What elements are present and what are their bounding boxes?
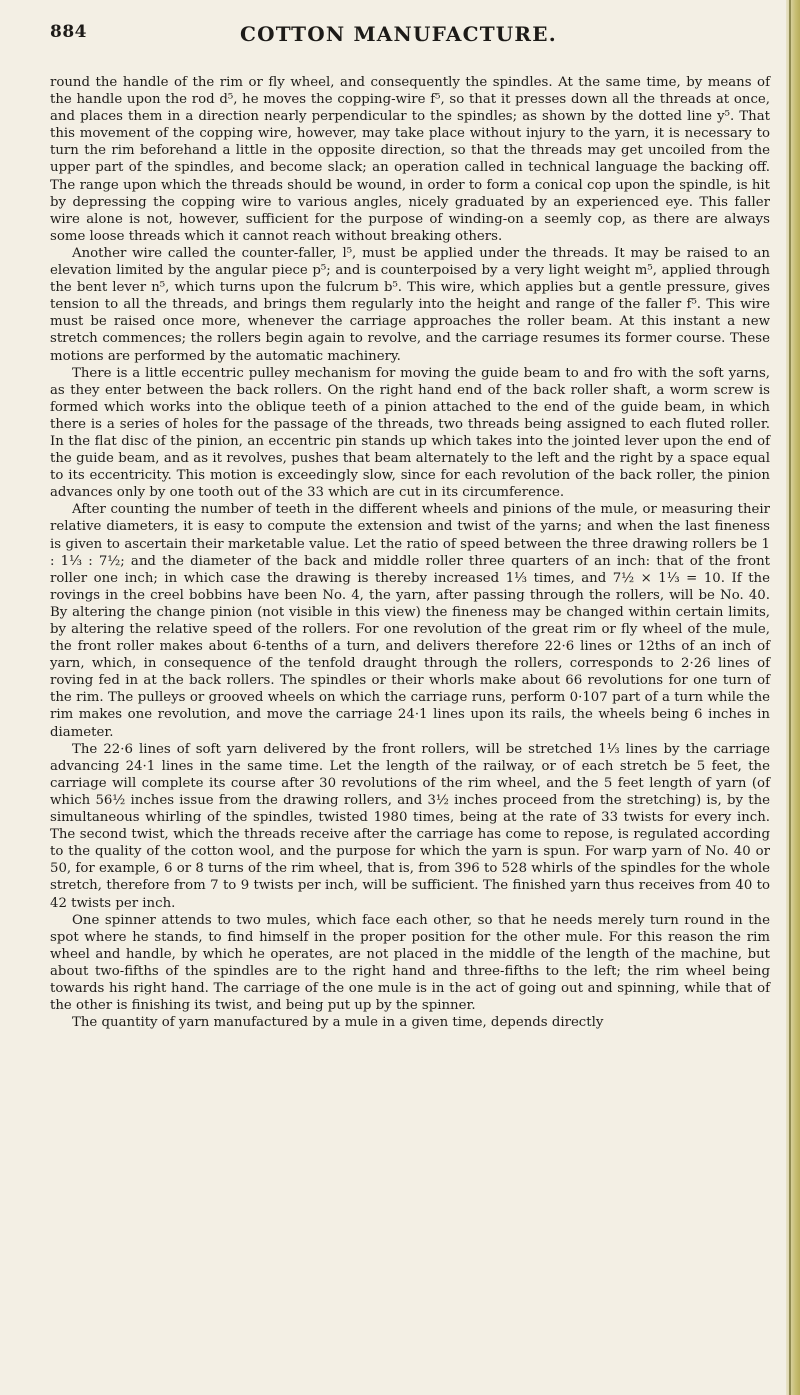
page-binding-edge [786, 0, 800, 1395]
paragraph: Another wire called the counter-faller, l⁵, must be applied under the threads. It may be raised to an elevation limited by the angular piece p⁵; and is counterpoised by a very light weight m⁵, applied through the bent lever n⁵, which turns upon the fulcrum b⁵. This wire, which applies but a gentle pressure, gives tension to all the threads, and brings them regularly into the height and range of the faller f⁵. This wire must be raised once more, whenever the carriage approaches the roller beam. At this instant a new stretch commences; the rollers begin again to revolve, and the carriage resumes its former course. These motions are performed by the automatic machinery. [50, 245, 770, 364]
running-title: COTTON MANUFACTURE. [240, 22, 557, 46]
paragraph: After counting the number of teeth in the different wheels and pinions of the mule, or measuring their relative diameters, it is easy to compute the extension and twist of the yarns; and when the last fineness is given to ascertain their marketable value. Let the ratio of speed between the three drawing rollers be 1 : 1⅓ : 7½; and the diameter of the back and middle roller three quarters of an inch: that of the front roller one inch; in which case the drawing is thereby increased 1⅓ times, and 7½ × 1⅓ = 10. If the rovings in the creel bobbins have been No. 4, the yarn, after passing through the rollers, will be No. 40. By altering the change pinion (not visible in this view) the fineness may be changed within certain limits, by altering the relative speed of the rollers. For one revolution of the great rim or fly wheel of the mule, the front roller makes about 6-tenths of a turn, and delivers therefore 22·6 lines or 12ths of an inch of yarn, which, in consequence of the tenfold draught through the rollers, corresponds to 2·26 lines of roving fed in at the back rollers. The spindles or their whorls make about 66 revolutions for one turn of the rim. The pulleys or grooved wheels on which the carriage runs, perform 0·107 part of a turn while the rim makes one revolution, and move the carriage 24·1 lines upon its rails, the wheels being 6 inches in diameter. [50, 502, 770, 740]
paragraph: The quantity of yarn manufactured by a mule in a given time, depends directly [72, 1015, 604, 1031]
book-page [50, 22, 770, 1031]
paragraph: There is a little eccentric pulley mechanism for moving the guide beam to and fro with the soft yarns, as they enter between the back rollers. On the right hand end of the back roller shaft, a worm screw is formed which works into the oblique teeth of a pinion attached to the end of the guide beam, in which there is a series of holes for the passage of the threads, two threads being assigned to each fluted roller. In the flat disc of the pinion, an eccentric pin stands up which takes into the jointed lever upon the end of the guide beam, and as it revolves, pushes that beam alternately to the left and the right by a space equal to its eccentricity. This motion is exceedingly slow, since for each revolution of the back roller, the pinion advances only by one tooth out of the 33 which are cut in its circumference. [50, 365, 770, 501]
binding-rule [789, 0, 791, 1395]
body-text [50, 74, 770, 1031]
paragraph: The 22·6 lines of soft yarn delivered by the front rollers, will be stretched 1⅓ lines by the carriage advancing 24·1 lines in the same time. Let the length of the railway, or of each stretch be 5 feet, the carriage will complete its course after 30 revolutions of the rim wheel, and the 5 feet length of yarn (of which 56½ inches issue from the drawing rollers, and 3½ inches proceed from the stretching) is, by the simultaneous whirling of the spindles, twisted 1980 times, being at the rate of 33 twists for every inch. The second twist, which the threads receive after the carriage has come to repose, is regulated according to the quality of the cotton wool, and the purpose for which the yarn is spun. For warp yarn of No. 40 or 50, for example, 6 or 8 turns of the rim wheel, that is, from 396 to 528 whirls of the spindles for the whole stretch, therefore from 7 to 9 twists per inch, will be sufficient. The finished yarn thus receives from 40 to 42 twists per inch. [50, 741, 770, 911]
paragraph: One spinner attends to two mules, which face each other, so that he needs merely turn round in the spot where he stands, to find himself in the proper position for the other mule. For this reason the rim wheel and handle, by which he operates, are not placed in the middle of the length of the machine, but about two-fifths of the spindles are to the right hand and three-fifths to the left; the rim wheel being towards his right hand. The carriage of the one mule is in the act of going out and spinning, while that of the other is finishing its twist, and being put up by the spinner. [50, 912, 770, 1014]
page-header [50, 22, 770, 52]
paragraph: round the handle of the rim or fly wheel, and consequently the spindles. At the same time, by means of the handle upon the rod d⁵, he moves the copping-wire f⁵, so that it presses down all the threads at once, and places them in a direction nearly perpendicular to the spindles; as shown by the dotted line y⁵. That this movement of the copping wire, however, may take place without injury to the yarn, it is necessary to turn the rim beforehand a little in the opposite direction, so that the threads may get uncoiled from the upper part of the spindles, and become slack; an operation called in technical language the backing off. The range upon which the threads should be wound, in order to form a conical cop upon the spindle, is hit by depressing the copping wire to various angles, nicely graduated by an experienced eye. This faller wire alone is not, however, sufficient for the purpose of winding-on a seemly cop, as there are always some loose threads which it cannot reach without breaking others. [50, 75, 770, 244]
page-number: 884 [50, 22, 87, 42]
